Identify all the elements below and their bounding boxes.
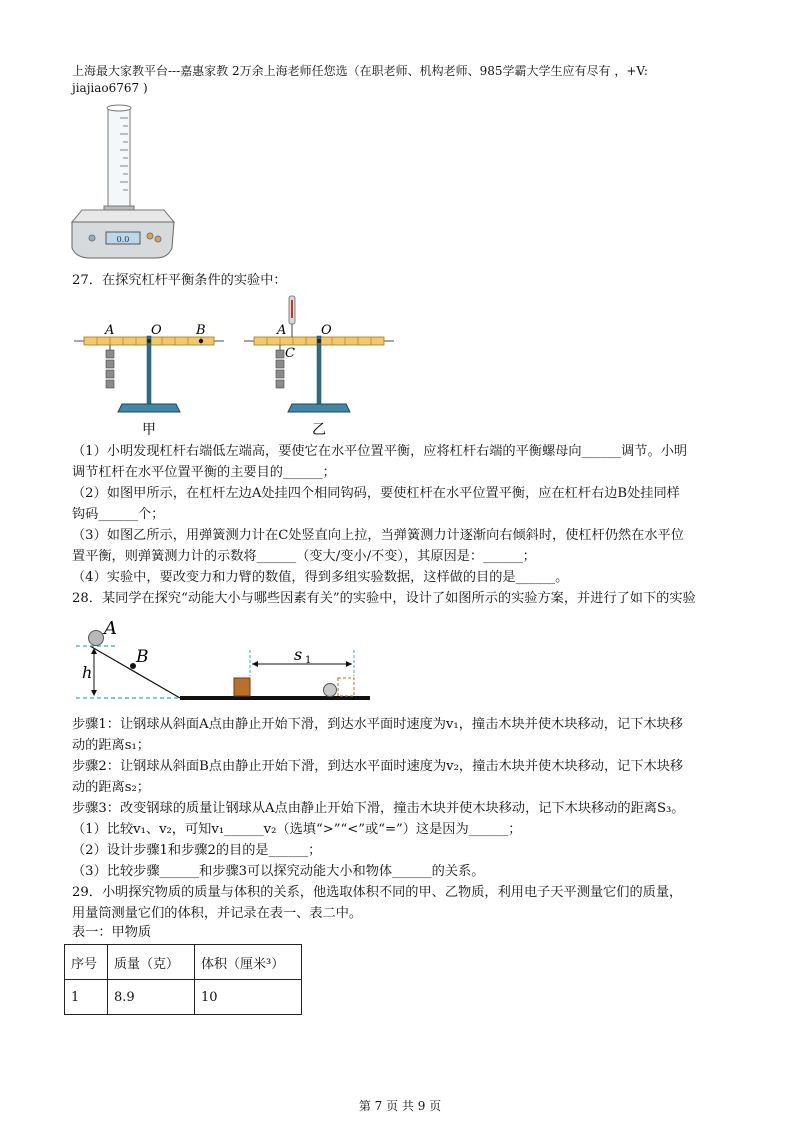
label-yi: 乙 bbox=[312, 422, 326, 438]
balance-display-text: 0.0 bbox=[116, 235, 130, 244]
label-C-yi: C bbox=[285, 346, 295, 361]
steel-ball-end bbox=[324, 684, 337, 697]
q27-part1-a: （1）小明发现杠杆右端低左端高，要使它在水平位置平衡，应将杠杆右端的平衡螺母向______调节。小明 bbox=[72, 444, 688, 459]
header-ad-line1: 上海最大家教平台---嘉惠家教 2万余上海老师任您选（在职老师、机构老师、985学霸大学生应有尽有 ，+V: bbox=[72, 64, 648, 78]
label-A-jia: A bbox=[105, 323, 115, 338]
table1 bbox=[64, 944, 302, 1015]
q28-question1: （1）比较v₁、v₂，可知v₁______v₂（选填“>”“<”或“=”）这是因为______； bbox=[72, 822, 522, 837]
q27-part3-a: （3）如图乙所示，用弹簧测力计在C处竖直向上拉，当弹簧测力计逐渐向右倾斜时，使杠杆仍然在水平位 bbox=[72, 528, 684, 543]
lever-yi bbox=[244, 296, 394, 438]
q28-step1-a: 步骤1：让钢球从斜面A点由静止开始下滑，到达水平面时速度为v₁，撞击木块并使木块移动，记下木块移 bbox=[72, 717, 683, 732]
label-A-ramp: A bbox=[104, 618, 117, 639]
q29-stem-a: 29．小明探究物质的质量与体积的关系，他选取体积不同的甲、乙物质，利用电子天平测量它们的质量， bbox=[72, 885, 683, 900]
table-header-row bbox=[65, 945, 302, 980]
label-O-jia: O bbox=[151, 323, 162, 338]
header-ad-line2: jiajiao6767 ) bbox=[72, 81, 148, 95]
balance-cylinder-figure bbox=[68, 98, 190, 264]
balance-pan bbox=[72, 210, 174, 222]
q28-step2-a: 步骤2：让钢球从斜面B点由静止开始下滑，到达水平面时速度为v₂，撞击木块并使木块移动，记下木块移 bbox=[72, 759, 684, 774]
label-jia: 甲 bbox=[142, 422, 156, 438]
lever-jia bbox=[74, 323, 224, 438]
q27-part1-b: 调节杠杆在水平位置平衡的主要目的______； bbox=[72, 465, 336, 480]
q27-part2-b: 钩码______个； bbox=[72, 507, 165, 522]
table-row bbox=[65, 980, 302, 1015]
label-B-jia: B bbox=[196, 323, 206, 338]
label-s1-subscript: 1 bbox=[305, 655, 312, 666]
label-h: h bbox=[82, 663, 93, 682]
q27-stem: 27．在探究杠杆平衡条件的实验中： bbox=[72, 273, 287, 288]
q28-question3: （3）比较步骤______和步骤3可以探究动能大小和物体______的关系。 bbox=[72, 864, 485, 879]
incline bbox=[90, 646, 180, 698]
q29-stem-b: 用量筒测量它们的体积，并记录在表一、表二中。 bbox=[72, 906, 363, 921]
table-cell: 10 bbox=[195, 980, 302, 1015]
label-O-yi: O bbox=[321, 323, 332, 338]
table-header-cell: 体积（厘米³） bbox=[195, 945, 302, 980]
ramp-figure bbox=[76, 614, 376, 706]
wooden-block bbox=[234, 678, 250, 696]
q28-question2: （2）设计步骤1和步骤2的目的是______； bbox=[72, 843, 322, 858]
label-s1: s bbox=[294, 645, 303, 664]
q28-step3: 步骤3：改变钢球的质量让钢球从A点由静止开始下滑，撞击木块并使木块移动，记下木块移动的距离S₃。 bbox=[72, 801, 685, 816]
table-header-cell: 质量（克） bbox=[108, 945, 195, 980]
q27-part4: （4）实验中，要改变力和力臂的数值，得到多组实验数据，这样做的目的是______。 bbox=[72, 570, 569, 585]
q28-step1-b: 动的距离s₁； bbox=[72, 738, 150, 753]
steel-ball-A bbox=[89, 631, 104, 646]
table1-title: 表一：甲物质 bbox=[72, 925, 152, 940]
q28-stem: 28．某同学在探究“动能大小与哪些因素有关”的实验中，设计了如图所示的实验方案，并进行了如下的实验 bbox=[72, 591, 696, 606]
lever-figures bbox=[72, 294, 402, 438]
table-cell: 1 bbox=[65, 980, 108, 1015]
q27-part3-b: 置平衡，则弹簧测力计的示数将______（变大/变小/不变），其原因是：______； bbox=[72, 549, 536, 564]
q28-step2-b: 动的距离s₂； bbox=[72, 780, 150, 795]
q27-part2-a: （2）如图甲所示，在杠杆左边A处挂四个相同钩码，要使杠杆在水平位置平衡，应在杠杆右边B处挂同样 bbox=[72, 486, 680, 501]
label-B-ramp: B bbox=[136, 647, 149, 667]
label-A-yi: A bbox=[277, 323, 287, 338]
table-cell: 8.9 bbox=[108, 980, 195, 1015]
page-footer: 第 7 页 共 9 页 bbox=[358, 1099, 442, 1113]
table-header-cell: 序号 bbox=[65, 945, 108, 980]
